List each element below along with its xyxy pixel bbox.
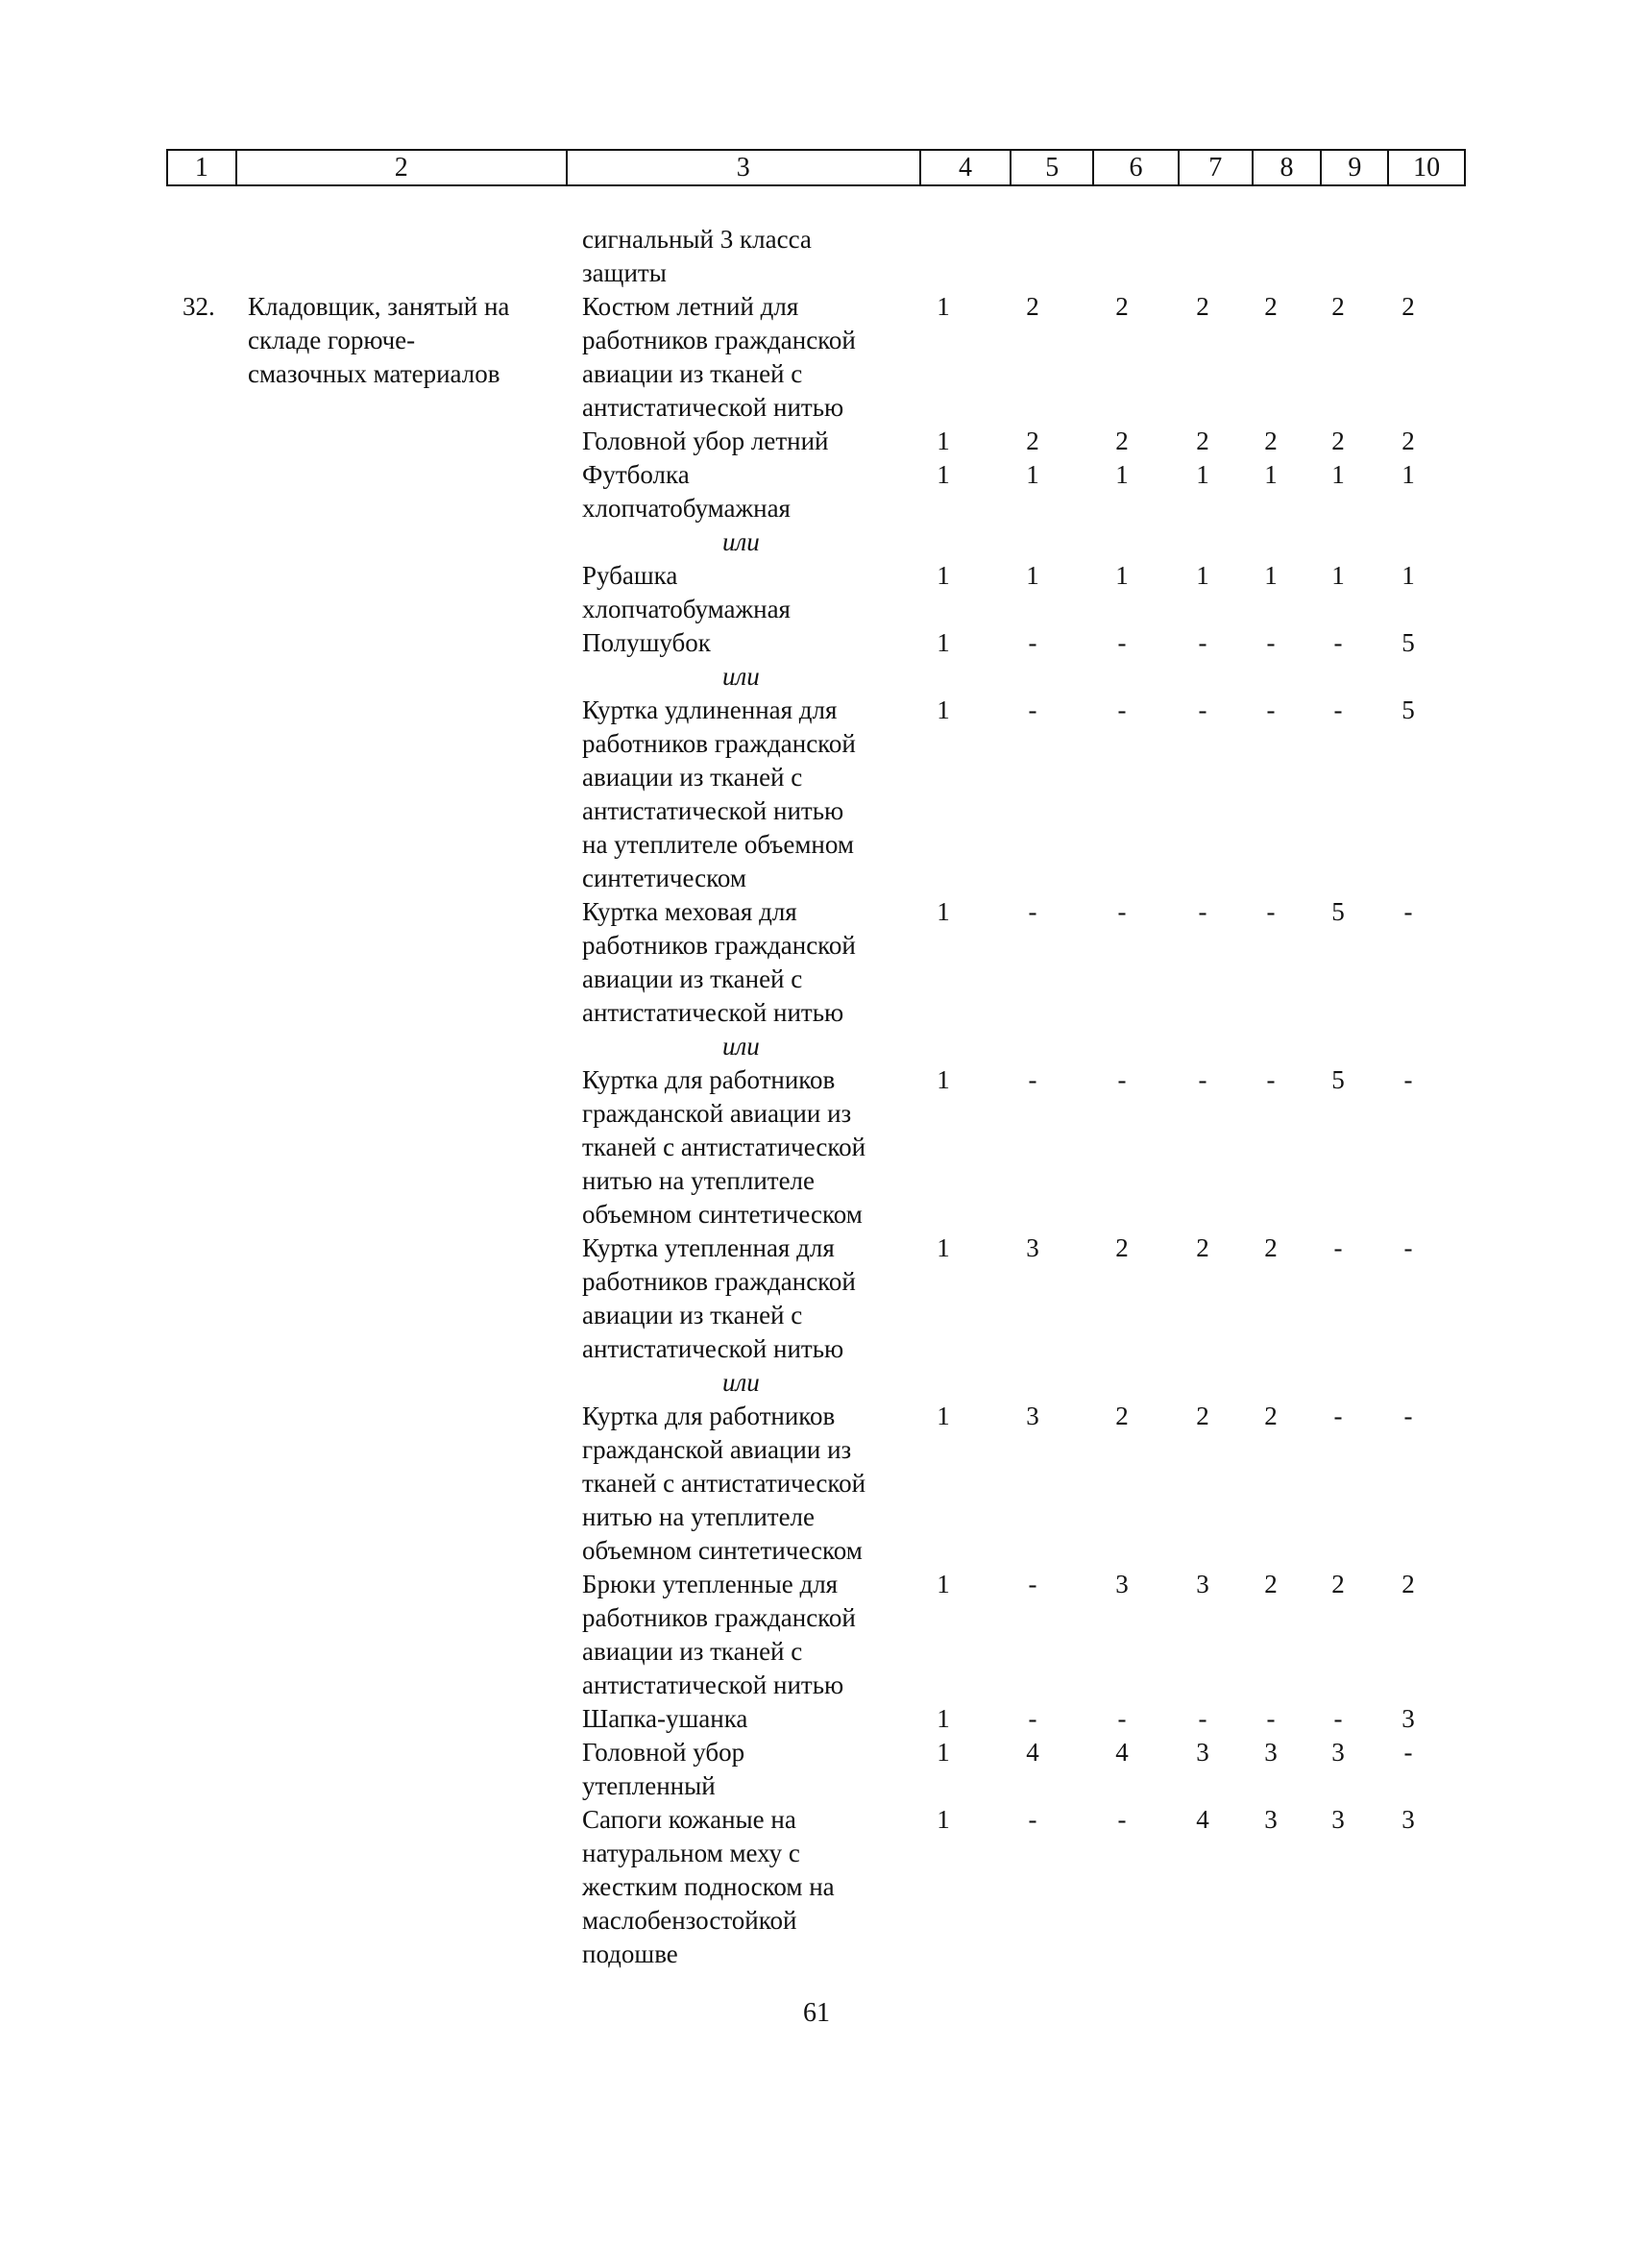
value-col-4: 1 <box>937 460 950 489</box>
item-description-line: антистатической нитью <box>582 393 844 422</box>
value-col-8: - <box>1266 695 1276 724</box>
value-col-7: 1 <box>1196 561 1209 590</box>
item-description-line: жестким подноском на <box>582 1872 835 1901</box>
continuation-line: сигнальный 3 класса <box>582 225 812 254</box>
value-col-6: 2 <box>1115 292 1129 321</box>
item-description-line: гражданской авиации из <box>582 1435 852 1464</box>
item-description-line: Головной убор <box>582 1738 745 1767</box>
value-col-9: - <box>1333 1233 1343 1262</box>
value-col-4: 1 <box>937 628 950 657</box>
item-values-row <box>0 559 1633 593</box>
header-col-3: 3 <box>568 151 921 184</box>
item-description-line: гражданской авиации из <box>582 1099 852 1128</box>
value-col-6: 4 <box>1115 1738 1129 1767</box>
item-values-row <box>0 290 1633 324</box>
value-col-10: 3 <box>1401 1704 1415 1733</box>
value-col-10: 2 <box>1401 427 1415 455</box>
item-description-line: тканей с антистатической <box>582 1133 866 1161</box>
item-description-line: маслобензостойкой <box>582 1906 797 1935</box>
value-col-6: - <box>1117 1065 1127 1094</box>
item-values-row <box>0 694 1633 727</box>
entry-number: 32. <box>183 292 215 321</box>
value-col-10: 1 <box>1401 561 1415 590</box>
value-col-10: 5 <box>1401 628 1415 657</box>
value-col-5: 1 <box>1026 460 1039 489</box>
item-values-row <box>0 1232 1633 1265</box>
item-description-line: работников гражданской <box>582 1603 856 1632</box>
item-values-row <box>0 1803 1633 1837</box>
value-col-9: 3 <box>1331 1738 1345 1767</box>
value-col-4: 1 <box>937 897 950 926</box>
value-col-7: - <box>1198 1704 1207 1733</box>
item-description-line: тканей с антистатической <box>582 1469 866 1498</box>
item-description-line: работников гражданской <box>582 326 856 354</box>
value-col-6: - <box>1117 628 1127 657</box>
item-values-row <box>0 1400 1633 1433</box>
item-description-line: работников гражданской <box>582 1267 856 1296</box>
item-description-line: работников гражданской <box>582 931 856 960</box>
value-col-10: 5 <box>1401 695 1415 724</box>
value-col-7: - <box>1198 897 1207 926</box>
item-description-line: Куртка утепленная для <box>582 1233 835 1262</box>
item-values-row <box>0 458 1633 492</box>
value-col-6: 2 <box>1115 427 1129 455</box>
item-values-row <box>0 1063 1633 1097</box>
item-description-line: Куртка удлиненная для <box>582 695 838 724</box>
value-col-6: - <box>1117 1805 1127 1834</box>
item-values-row <box>0 1568 1633 1601</box>
or-separator: или <box>722 1032 760 1061</box>
value-col-6: - <box>1117 1704 1127 1733</box>
value-col-9: - <box>1333 628 1343 657</box>
value-col-6: - <box>1117 695 1127 724</box>
item-description-line: авиации из тканей с <box>582 359 803 388</box>
value-col-5: 2 <box>1026 292 1039 321</box>
value-col-6: 1 <box>1115 561 1129 590</box>
value-col-7: - <box>1198 628 1207 657</box>
item-description-line: хлопчатобумажная <box>582 595 791 623</box>
column-number-header <box>166 149 1466 186</box>
item-description-line: Куртка для работников <box>582 1065 836 1094</box>
value-col-5: - <box>1028 1570 1037 1598</box>
value-col-10: 1 <box>1401 460 1415 489</box>
item-values-row <box>0 425 1633 458</box>
item-description-line: Полушубок <box>582 628 711 657</box>
item-description-line: Головной убор летний <box>582 427 829 455</box>
value-col-6: 1 <box>1115 460 1129 489</box>
value-col-9: - <box>1333 1704 1343 1733</box>
item-description-line: подошве <box>582 1939 678 1968</box>
value-col-5: - <box>1028 1805 1037 1834</box>
value-col-4: 1 <box>937 292 950 321</box>
item-description-line: антистатической нитью <box>582 1671 844 1699</box>
item-description-line: авиации из тканей с <box>582 763 803 792</box>
value-col-7: 4 <box>1196 1805 1209 1834</box>
value-col-5: 3 <box>1026 1402 1039 1430</box>
item-description-line: объемном синтетическом <box>582 1200 863 1229</box>
item-description-line: Брюки утепленные для <box>582 1570 839 1598</box>
value-col-7: - <box>1198 1065 1207 1094</box>
value-col-8: 2 <box>1264 1233 1278 1262</box>
item-description-line: натуральном меху с <box>582 1839 800 1867</box>
item-description-line: Рубашка <box>582 561 678 590</box>
value-col-5: 1 <box>1026 561 1039 590</box>
value-col-8: - <box>1266 1065 1276 1094</box>
item-description-line: синтетическом <box>582 864 746 892</box>
value-col-5: 2 <box>1026 427 1039 455</box>
value-col-5: 4 <box>1026 1738 1039 1767</box>
value-col-4: 1 <box>937 695 950 724</box>
header-col-10: 10 <box>1413 152 1441 183</box>
item-description-line: на утеплителе объемном <box>582 830 854 859</box>
header-col-5: 5 <box>1011 151 1094 184</box>
value-col-4: 1 <box>937 1704 950 1733</box>
item-description-line: антистатической нитью <box>582 1334 844 1363</box>
value-col-8: 2 <box>1264 292 1278 321</box>
header-col-9: 9 <box>1322 151 1389 184</box>
value-col-6: 2 <box>1115 1233 1129 1262</box>
header-col-1: 1 <box>168 151 237 184</box>
value-col-8: - <box>1266 628 1276 657</box>
page-number: 61 <box>803 1998 830 2028</box>
item-description-line: Куртка для работников <box>582 1402 836 1430</box>
header-col-8: 8 <box>1254 151 1323 184</box>
value-col-8: - <box>1266 897 1276 926</box>
value-col-5: - <box>1028 628 1037 657</box>
item-description-line: нитью на утеплителе <box>582 1166 816 1195</box>
value-col-8: 1 <box>1264 561 1278 590</box>
item-description-line: работников гражданской <box>582 729 856 758</box>
value-col-9: 2 <box>1331 1570 1345 1598</box>
value-col-9: 1 <box>1331 460 1345 489</box>
occupation-line: Кладовщик, занятый на <box>248 292 510 321</box>
or-separator: или <box>722 527 760 556</box>
value-col-7: 2 <box>1196 292 1209 321</box>
value-col-10: - <box>1403 1065 1413 1094</box>
value-col-7: 3 <box>1196 1570 1209 1598</box>
value-col-4: 1 <box>937 427 950 455</box>
value-col-10: - <box>1403 1233 1413 1262</box>
value-col-7: 2 <box>1196 1402 1209 1430</box>
item-description-line: утепленный <box>582 1771 716 1800</box>
value-col-10: - <box>1403 1738 1413 1767</box>
item-values-row <box>0 895 1633 929</box>
value-col-5: - <box>1028 695 1037 724</box>
item-description-line: нитью на утеплителе <box>582 1502 816 1531</box>
item-description-line: авиации из тканей с <box>582 1637 803 1666</box>
item-description-line: Футболка <box>582 460 690 489</box>
value-col-10: 3 <box>1401 1805 1415 1834</box>
value-col-9: - <box>1333 1402 1343 1430</box>
item-description-line: хлопчатобумажная <box>582 494 791 523</box>
value-col-9: 3 <box>1331 1805 1345 1834</box>
occupation-line: смазочных материалов <box>248 359 500 388</box>
value-col-8: 2 <box>1264 427 1278 455</box>
item-description-line: антистатической нитью <box>582 796 844 825</box>
value-col-4: 1 <box>937 1570 950 1598</box>
value-col-8: 1 <box>1264 460 1278 489</box>
value-col-8: 2 <box>1264 1570 1278 1598</box>
value-col-8: - <box>1266 1704 1276 1733</box>
header-col-7: 7 <box>1180 151 1254 184</box>
value-col-6: 2 <box>1115 1402 1129 1430</box>
value-col-7: 2 <box>1196 1233 1209 1262</box>
value-col-9: 2 <box>1331 427 1345 455</box>
occupation-line: складе горюче- <box>248 326 416 354</box>
value-col-7: 2 <box>1196 427 1209 455</box>
item-description-line: Шапка-ушанка <box>582 1704 748 1733</box>
value-col-4: 1 <box>937 1738 950 1767</box>
item-description-line: Куртка меховая для <box>582 897 797 926</box>
continuation-text <box>582 223 928 290</box>
value-col-8: 3 <box>1264 1738 1278 1767</box>
or-separator: или <box>722 662 760 691</box>
value-col-4: 1 <box>937 561 950 590</box>
value-col-4: 1 <box>937 1233 950 1262</box>
value-col-9: 2 <box>1331 292 1345 321</box>
value-col-8: 3 <box>1264 1805 1278 1834</box>
value-col-10: - <box>1403 1402 1413 1430</box>
item-values-row <box>0 626 1633 660</box>
item-description-line: авиации из тканей с <box>582 1301 803 1329</box>
header-col-6: 6 <box>1094 151 1180 184</box>
value-col-5: - <box>1028 897 1037 926</box>
value-col-4: 1 <box>937 1065 950 1094</box>
value-col-7: 3 <box>1196 1738 1209 1767</box>
value-col-4: 1 <box>937 1805 950 1834</box>
value-col-9: 5 <box>1331 1065 1345 1094</box>
value-col-6: 3 <box>1115 1570 1129 1598</box>
value-col-10: - <box>1403 897 1413 926</box>
or-separator: или <box>722 1368 760 1397</box>
item-description-line: объемном синтетическом <box>582 1536 863 1565</box>
value-col-8: 2 <box>1264 1402 1278 1430</box>
value-col-5: - <box>1028 1704 1037 1733</box>
item-description-line: Костюм летний для <box>582 292 799 321</box>
value-col-7: 1 <box>1196 460 1209 489</box>
value-col-10: 2 <box>1401 1570 1415 1598</box>
item-values-row <box>0 1736 1633 1769</box>
value-col-9: 5 <box>1331 897 1345 926</box>
item-description-line: Сапоги кожаные на <box>582 1805 796 1834</box>
item-description-line: антистатической нитью <box>582 998 844 1027</box>
header-col-2: 2 <box>237 151 568 184</box>
value-col-7: - <box>1198 695 1207 724</box>
value-col-4: 1 <box>937 1402 950 1430</box>
value-col-9: - <box>1333 695 1343 724</box>
value-col-9: 1 <box>1331 561 1345 590</box>
continuation-line: защиты <box>582 258 667 287</box>
value-col-5: - <box>1028 1065 1037 1094</box>
header-col-4: 4 <box>921 151 1012 184</box>
value-col-6: - <box>1117 897 1127 926</box>
value-col-5: 3 <box>1026 1233 1039 1262</box>
value-col-10: 2 <box>1401 292 1415 321</box>
item-values-row <box>0 1702 1633 1736</box>
item-description-line: авиации из тканей с <box>582 964 803 993</box>
